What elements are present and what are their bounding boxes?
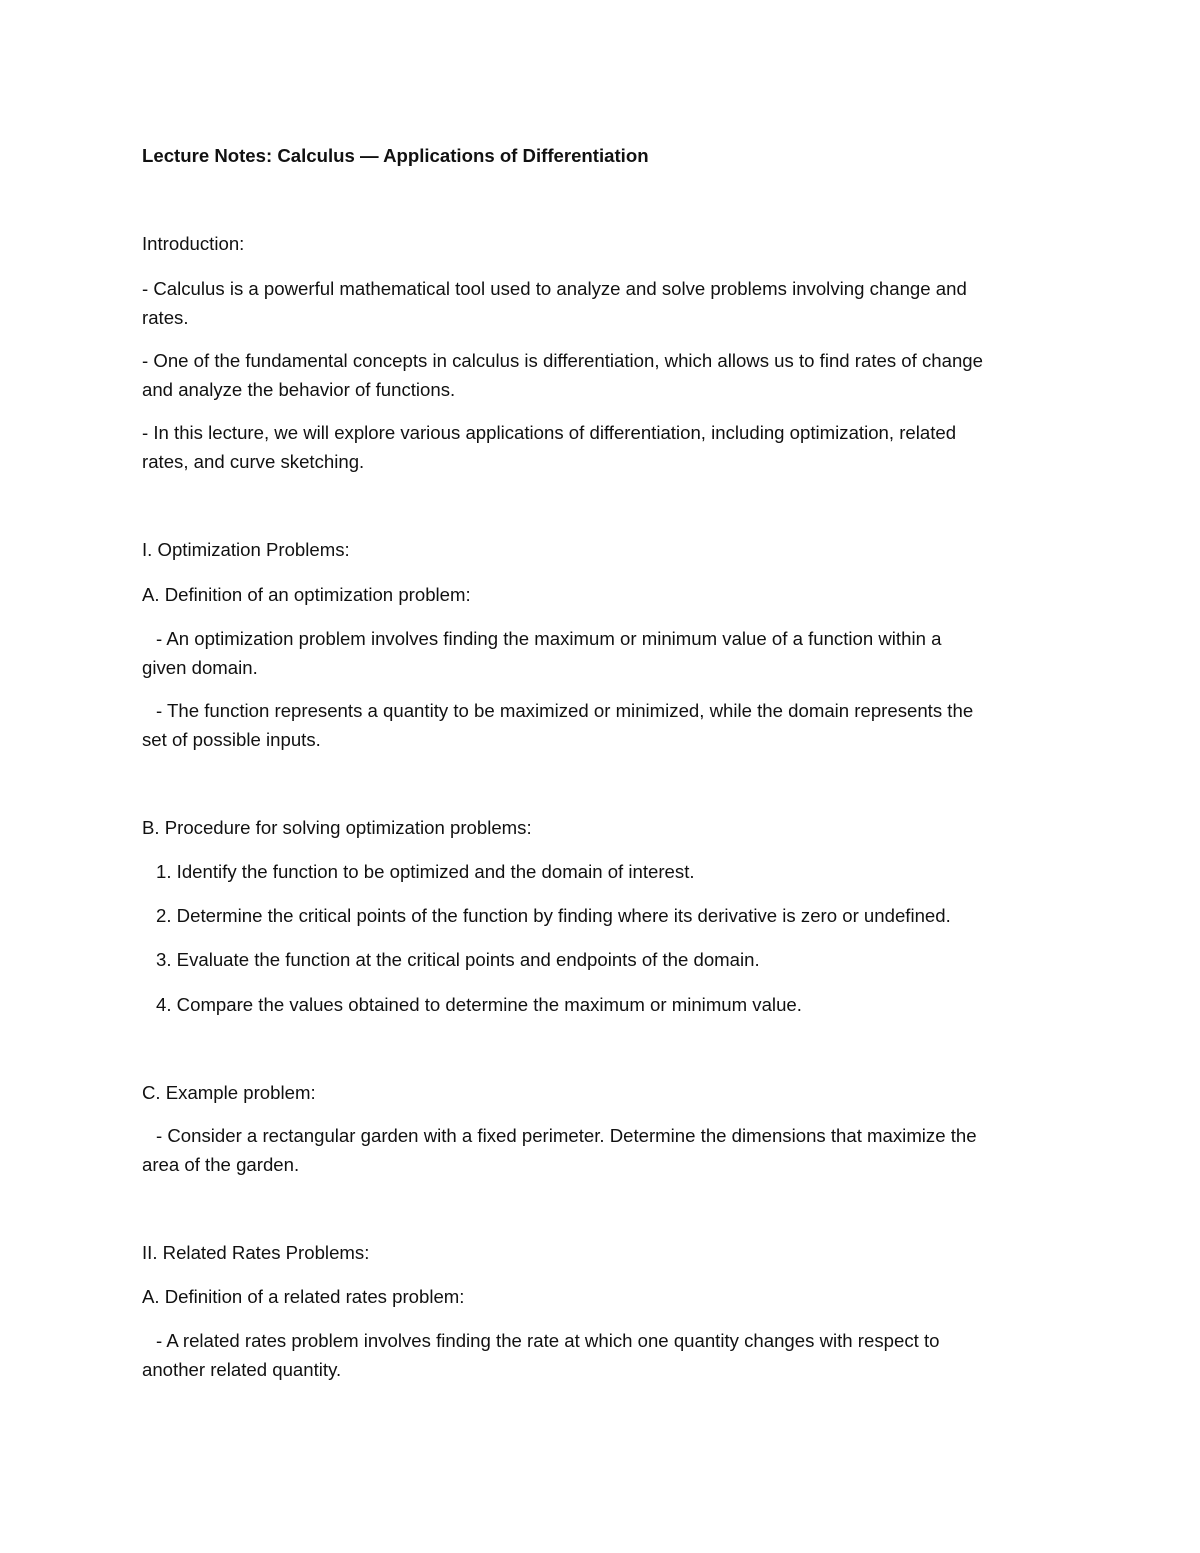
section-1-a-heading: A. Definition of an optimization problem: xyxy=(142,584,471,605)
section-1-b-heading: B. Procedure for solving optimization problems: xyxy=(142,817,532,838)
section-1-a-bullet-1-line-2: given domain. xyxy=(142,657,258,678)
intro-bullet-3-line-2: rates, and curve sketching. xyxy=(142,451,365,472)
intro-bullet-2-line-1: - One of the fundamental concepts in calculus is differentiation, which allows us to find rates of change xyxy=(142,350,983,371)
intro-bullet-2-line-2: and analyze the behavior of functions. xyxy=(142,379,456,400)
intro-bullet-1-line-1: - Calculus is a powerful mathematical tool used to analyze and solve problems involving change and xyxy=(142,278,967,299)
document-title: Lecture Notes: Calculus — Applications of Differentiation xyxy=(142,145,649,166)
section-1-c-bullet-1-line-2: area of the garden. xyxy=(142,1154,300,1175)
section-2-a-heading: A. Definition of a related rates problem: xyxy=(142,1286,465,1307)
section-1-a-bullet-2-line-2: set of possible inputs. xyxy=(142,729,321,750)
section-1-b-step-4: 4. Compare the values obtained to determine the maximum or minimum value. xyxy=(156,994,802,1015)
section-1-c-bullet-1-line-1: - Consider a rectangular garden with a fixed perimeter. Determine the dimensions that maximize the xyxy=(156,1125,977,1146)
intro-bullet-1-line-2: rates. xyxy=(142,307,189,328)
section-1-b-step-3: 3. Evaluate the function at the critical points and endpoints of the domain. xyxy=(156,949,760,970)
section-1-a-bullet-2-line-1: - The function represents a quantity to be maximized or minimized, while the domain represents the xyxy=(156,700,974,721)
section-2-heading: II. Related Rates Problems: xyxy=(142,1242,370,1263)
section-1-b-step-2: 2. Determine the critical points of the function by finding where its derivative is zero or undefined. xyxy=(156,905,951,926)
intro-heading: Introduction: xyxy=(142,233,245,254)
section-2-a-bullet-1-line-2: another related quantity. xyxy=(142,1359,342,1380)
section-2-a-bullet-1-line-1: - A related rates problem involves finding the rate at which one quantity changes with respect to xyxy=(156,1330,940,1351)
section-1-c-heading: C. Example problem: xyxy=(142,1082,316,1103)
section-1-a-bullet-1-line-1: - An optimization problem involves finding the maximum or minimum value of a function within a xyxy=(156,628,942,649)
section-1-heading: I. Optimization Problems: xyxy=(142,539,350,560)
section-1-b-step-1: 1. Identify the function to be optimized and the domain of interest. xyxy=(156,861,695,882)
intro-bullet-3-line-1: - In this lecture, we will explore various applications of differentiation, including optimization, related xyxy=(142,422,957,443)
